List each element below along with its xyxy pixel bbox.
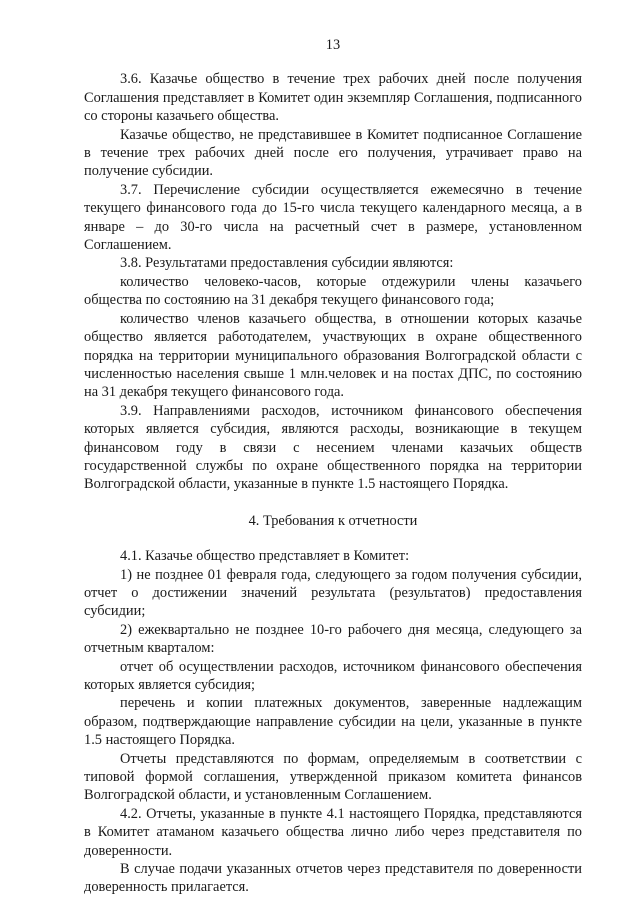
paragraph-4-2: 4.2. Отчеты, указанные в пункте 4.1 настоящего Порядка, представляются в Комитет атаманом казачьего общества лично либо через представителя по доверенности. <box>84 805 582 859</box>
page-number: 13 <box>325 37 341 53</box>
paragraph-3-9: 3.9. Направлениями расходов, источником финансового обеспечения которых является субсидия, являются расходы, возникающие в текущем финансовом году в связи с несением членами казачьих обществ государственной службы по охране общественного порядка на территории Волгоградской области, указанные в пункте 1.5 настоящего Порядка. <box>84 402 582 493</box>
paragraph-3-8-members-count: количество членов казачьего общества, в отношении которых казачье общество является работодателем, участвующих в охране общественного порядка на территории муниципального образования Волгоградской области с численностью населения свыше 1 млн.человек и на постах ДПС, по состоянию на 31 декабря текущего финансового года. <box>84 310 582 401</box>
paragraph-3-8-man-hours: количество человеко-часов, которые отдежурили члены казачьего общества по состоянию на 31 декабря текущего финансового года; <box>84 273 582 309</box>
paragraph-4-1-report-forms: Отчеты представляются по формам, определяемым в соответствии с типовой формой соглашения, утвержденной приказом комитета финансов Волгоградской области, и установленным Соглашением. <box>84 750 582 804</box>
paragraph-4-1-expense-report: отчет об осуществлении расходов, источником финансового обеспечения которых является субсидия; <box>84 658 582 693</box>
paragraph-3-8: 3.8. Результатами предоставления субсидии являются: <box>120 255 454 272</box>
paragraph-4-1-item-1: 1) не позднее 01 февраля года, следующего за годом получения субсидии, отчет о достижении значений результата (результатов) предоставления субсидии; <box>84 566 582 620</box>
paragraph-4-1-item-2: 2) ежеквартально не позднее 10-го рабочего дня месяца, следующего за отчетным кварталом: <box>84 621 582 657</box>
paragraph-3-6-loss-of-right: Казачье общество, не представившее в Комитет подписанное Соглашение в течение трех рабочих дней после его получения, утрачивает право на получение субсидии. <box>84 126 582 180</box>
paragraph-4-1-payment-docs: перечень и копии платежных документов, заверенные надлежащим образом, подтверждающие направление субсидии на цели, указанные в пункте 1.5 настоящего Порядка. <box>84 695 582 749</box>
section-heading: 4. Требования к отчетности <box>248 512 418 529</box>
paragraph-4-2-power-of-attorney: В случае подачи указанных отчетов через представителя по доверенности доверенность прилагается. <box>84 861 582 896</box>
paragraph-3-7: 3.7. Перечисление субсидии осуществляется ежемесячно в течение текущего финансового года до 15-го числа текущего календарного месяца, а в январе – до 30-го числа на расчетный счет в размере, установленном Соглашением. <box>84 181 582 254</box>
paragraph-3-6: 3.6. Казачье общество в течение трех рабочих дней после получения Соглашения представляет в Комитет один экземпляр Соглашения, подписанного со стороны казачьего общества. <box>84 71 582 125</box>
paragraph-4-1: 4.1. Казачье общество представляет в Комитет: <box>120 548 410 565</box>
